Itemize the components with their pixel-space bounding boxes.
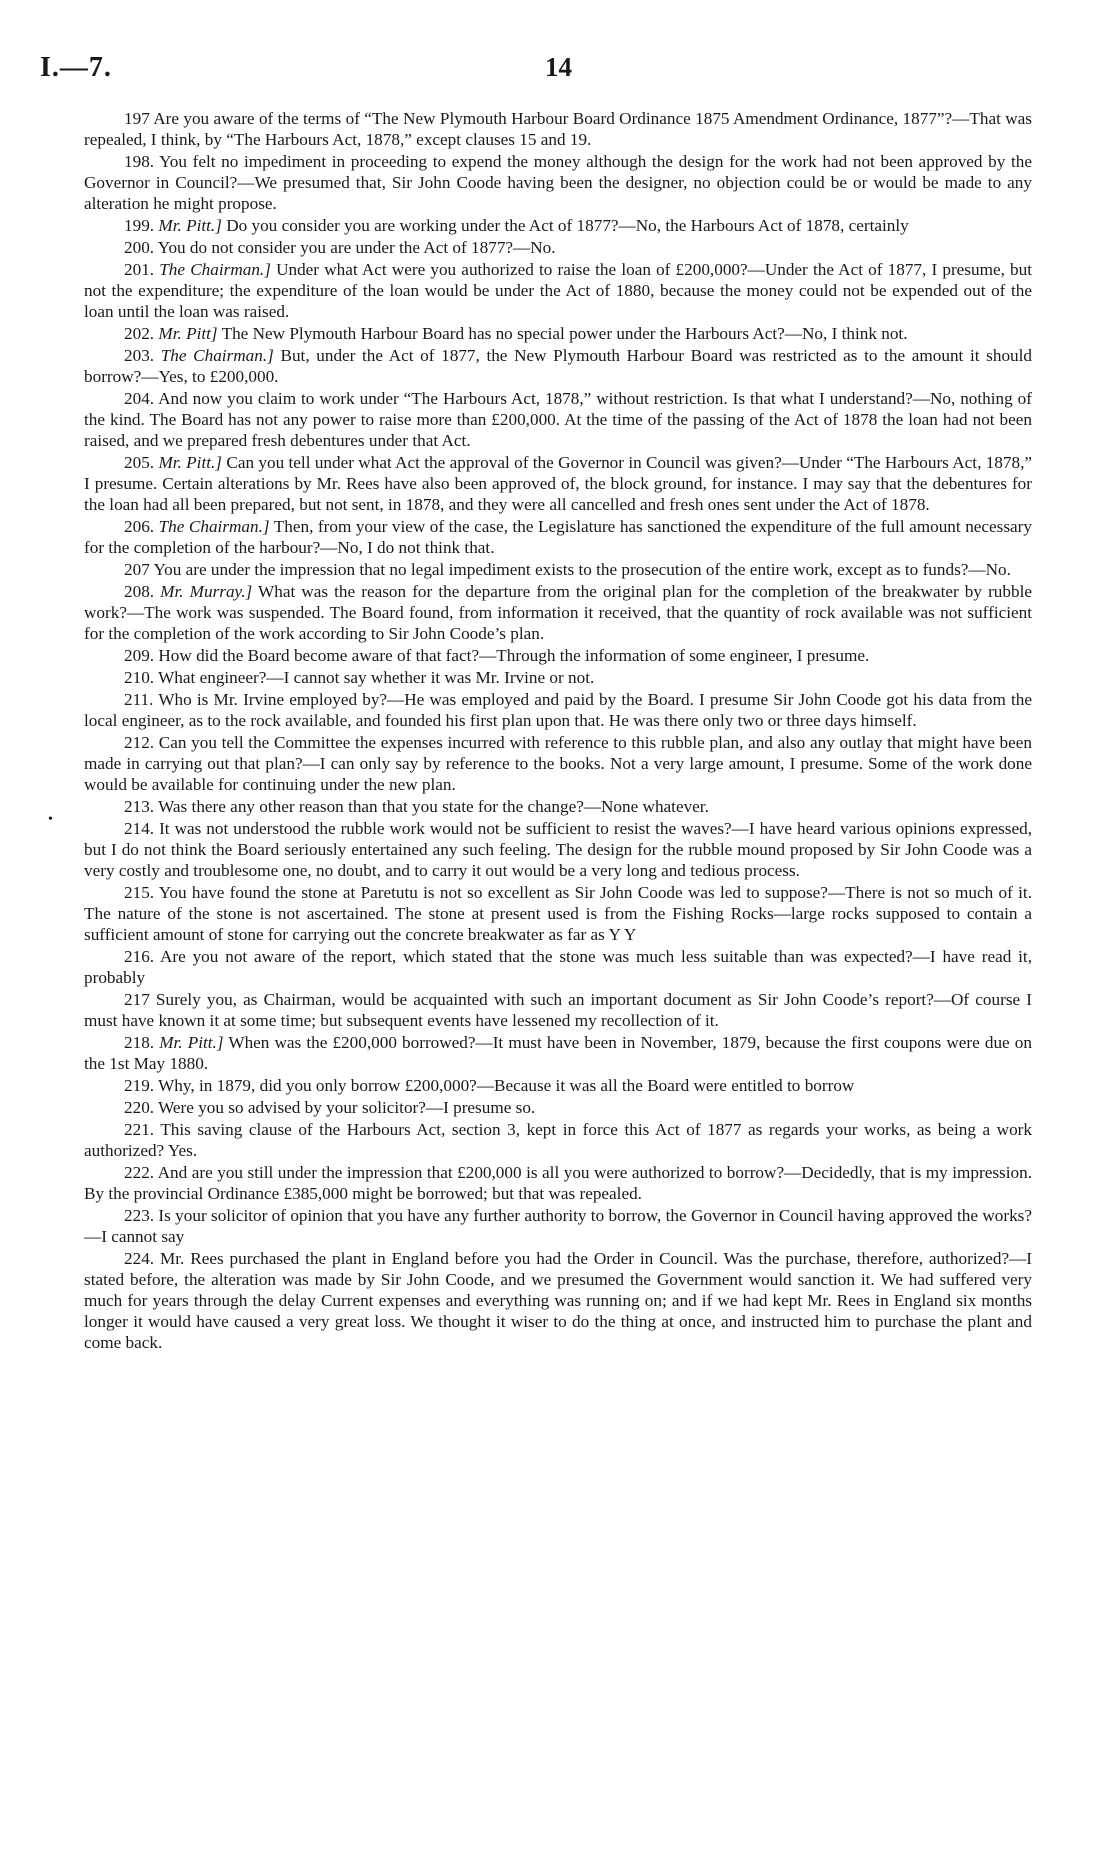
question-paragraph <box>84 645 1032 666</box>
question-paragraph <box>84 388 1032 451</box>
question-text: It was not understood the rubble work would not be sufficient to resist the waves?—I have heard various opinions expressed, but I do not think the Board seriously entertained any such feeling. The design for the rubble mound proposed by Sir John Coode was a very costly and troublesome one, no doubt, and to carry it out would be a very long and tedious process. <box>84 819 1033 880</box>
question-number: 220. <box>124 1098 155 1117</box>
question-paragraph <box>84 1119 1032 1161</box>
question-number: 200. <box>124 238 155 257</box>
question-text: You felt no impediment in proceeding to expend the money although the design for the work had not been approved by the Governor in Council?—We presumed that, Sir John Coode having been the designer, no objection could be or would be made to any alteration he might propose. <box>84 152 1032 213</box>
speaker-name: The Chairman.] <box>158 517 270 536</box>
question-number: 198. <box>124 152 155 171</box>
question-text: Under what Act were you authorized to raise the loan of £200,000?—Under the Act of 1877, I presume, but not the expenditure; the expenditure of the loan would be under the Act of 1880, because the money could not be expended out of the loan until the loan was raised. <box>84 260 1033 321</box>
question-text: Who is Mr. Irvine employed by?—He was employed and paid by the Board. I presume Sir John Coode got his data from the local engineer, as to the rock available, and founded his first plan upon that. He was there only two or three days himself. <box>84 690 1032 730</box>
question-text: What engineer?—I cannot say whether it was Mr. Irvine or not. <box>158 668 595 687</box>
question-text: How did the Board become aware of that fact?—Through the information of some engineer, I presume. <box>158 646 870 665</box>
question-number: 215. <box>124 883 155 902</box>
question-text: Do you consider you are working under the Act of 1877?—No, the Harbours Act of 1878, certainly <box>226 216 909 235</box>
question-text: Surely you, as Chairman, would be acquainted with such an important document as Sir John Coode’s report?—Of course I must have known it at some time; but subsequent events have lessened my recollection of it. <box>84 990 1032 1030</box>
question-paragraph <box>84 989 1032 1031</box>
speaker-name: The Chairman.] <box>159 260 271 279</box>
question-text: Is your solicitor of opinion that you have any further authority to borrow, the Governor in Council having approved the works?—I cannot say <box>84 1206 1032 1246</box>
question-paragraph <box>84 1097 1032 1118</box>
question-text: And now you claim to work under “The Harbours Act, 1878,” without restriction. Is that what I understand?—No, nothing of the kind. The Board has not any power to raise more than £200,000. At the time of the passing of the Act of 1878 the loan had not been raised, and we prepared fresh debentures under that Act. <box>84 389 1032 450</box>
question-text: But, under the Act of 1877, the New Plymouth Harbour Board was restricted as to the amount it should borrow?—Yes, to £200,000. <box>84 346 1032 386</box>
question-text: What was the reason for the departure from the original plan for the completion of the breakwater by rubble work?—The work was suspended. The Board found, from information it received, that the quantity of rock available was not sufficient for the completion of the work according to Sir John Coode’s plan. <box>84 582 1032 643</box>
question-number: 217 <box>124 990 150 1009</box>
document-reference: I.—7. <box>40 52 112 83</box>
question-paragraph <box>84 946 1032 988</box>
question-number: 213. <box>124 797 155 816</box>
question-paragraph <box>84 559 1032 580</box>
page-number: 14 <box>545 52 572 82</box>
question-paragraph <box>84 796 1032 817</box>
question-paragraph <box>84 581 1032 644</box>
question-paragraph <box>84 1075 1032 1096</box>
question-text: You have found the stone at Paretutu is not so excellent as Sir John Coode was led to suppose?—There is not so much of it. The nature of the stone is not ascertained. The stone at present used is from the Fishing Rocks—large rocks supposed to contain a sufficient amount of stone for carrying out the concrete breakwater as far as Y Y <box>84 883 1032 944</box>
speaker-name: The Chairman.] <box>160 346 274 365</box>
page-header <box>40 52 1074 92</box>
question-text: The New Plymouth Harbour Board has no special power under the Harbours Act?—No, I think not. <box>221 324 908 343</box>
question-paragraph <box>84 452 1032 515</box>
question-number: 207 <box>124 560 150 579</box>
question-number: 206. <box>124 517 155 536</box>
question-number: 203. <box>124 346 155 365</box>
question-number: 212. <box>124 733 155 752</box>
margin-mark: • <box>48 812 53 827</box>
question-number: 201. <box>124 260 155 279</box>
question-paragraph <box>84 151 1032 214</box>
question-number: 214. <box>124 819 155 838</box>
question-paragraph <box>84 345 1032 387</box>
question-number: 223. <box>124 1206 155 1225</box>
question-paragraph <box>84 818 1032 881</box>
question-number: 219. <box>124 1076 155 1095</box>
question-number: 205. <box>124 453 155 472</box>
question-paragraph <box>84 732 1032 795</box>
question-text: Can you tell under what Act the approval of the Governor in Council was given?—Under “The Harbours Act, 1878,” I presume. Certain alterations by Mr. Rees have also been approved of, the block ground, for instance. I may say that the debentures for the loan had all been prepared, but not sent, in 1878, and they were all cancelled and fresh ones sent under the Act of 1878. <box>84 453 1033 514</box>
question-number: 222. <box>124 1163 155 1182</box>
question-text: Are you aware of the terms of “The New Plymouth Harbour Board Ordinance 1875 Amendment Ordinance, 1877”?—That was repealed, I think, by “The Harbours Act, 1878,” except clauses 15 and 19. <box>84 109 1032 149</box>
question-number: 211. <box>124 690 154 709</box>
question-paragraph <box>84 516 1032 558</box>
question-number: 204. <box>124 389 155 408</box>
question-number: 199. <box>124 216 155 235</box>
question-paragraph <box>84 1162 1032 1204</box>
speaker-name: Mr. Pitt] <box>158 324 218 343</box>
question-number: 202. <box>124 324 155 343</box>
question-number: 210. <box>124 668 155 687</box>
question-paragraph <box>84 108 1032 150</box>
question-number: 224. <box>124 1249 155 1268</box>
question-paragraph <box>84 689 1032 731</box>
question-paragraph <box>84 667 1032 688</box>
speaker-name: Mr. Pitt.] <box>158 216 222 235</box>
speaker-name: Mr. Pitt.] <box>158 453 222 472</box>
question-text: Can you tell the Committee the expenses incurred with reference to this rubble plan, and also any outlay that might have been made in carrying out that plan?—I can only say by reference to the books. Not a very large amount, I presume. Some of the work done would be available for continuing under the new plan. <box>84 733 1032 794</box>
question-number: 197 <box>124 109 150 128</box>
question-text: Were you so advised by your solicitor?—I presume so. <box>158 1098 536 1117</box>
question-text: You are under the impression that no legal impediment exists to the prosecution of the entire work, except as to funds?—No. <box>153 560 1011 579</box>
question-paragraph <box>84 237 1032 258</box>
question-number: 208. <box>124 582 155 601</box>
question-paragraph <box>84 215 1032 236</box>
question-text: And are you still under the impression that £200,000 is all you were authorized to borrow?—Decidedly, that is my impression. By the provincial Ordinance £385,000 might be borrowed; but that was repealed. <box>84 1163 1032 1203</box>
question-text: Why, in 1879, did you only borrow £200,000?—Because it was all the Board were entitled to borrow <box>158 1076 855 1095</box>
question-paragraph <box>84 259 1032 322</box>
question-paragraph <box>84 1205 1032 1247</box>
question-text: When was the £200,000 borrowed?—It must have been in November, 1879, because the first coupons were due on the 1st May 1880. <box>84 1033 1032 1073</box>
question-number: 221. <box>124 1120 155 1139</box>
question-text: Are you not aware of the report, which stated that the stone was much less suitable than was expected?—I have read it, probably <box>84 947 1032 987</box>
evidence-text <box>84 108 1032 1353</box>
speaker-name: Mr. Murray.] <box>160 582 253 601</box>
question-number: 209. <box>124 646 155 665</box>
question-text: Then, from your view of the case, the Legislature has sanctioned the expenditure of the full amount necessary for the completion of the harbour?—No, I do not think that. <box>84 517 1032 557</box>
speaker-name: Mr. Pitt.] <box>159 1033 224 1052</box>
question-paragraph <box>84 1248 1032 1353</box>
question-paragraph <box>84 1032 1032 1074</box>
question-number: 218. <box>124 1033 155 1052</box>
question-number: 216. <box>124 947 155 966</box>
question-text: You do not consider you are under the Act of 1877?—No. <box>157 238 556 257</box>
question-text: Was there any other reason than that you state for the change?—None whatever. <box>158 797 709 816</box>
question-text: This saving clause of the Harbours Act, section 3, kept in force this Act of 1877 as regards your works, as being a work authorized? Yes. <box>84 1120 1032 1160</box>
question-paragraph <box>84 882 1032 945</box>
question-text: Mr. Rees purchased the plant in England before you had the Order in Council. Was the purchase, therefore, authorized?—I stated before, the alteration was made by Sir John Coode, and we presumed the Government would sanction it. We had suffered very much for years through the delay Current expenses and everything was running on; and if we had kept Mr. Rees in England six months longer it would have caused a very great loss. We thought it wiser to do the thing at once, and instructed him to purchase the plant and come back. <box>84 1249 1032 1352</box>
question-paragraph <box>84 323 1032 344</box>
